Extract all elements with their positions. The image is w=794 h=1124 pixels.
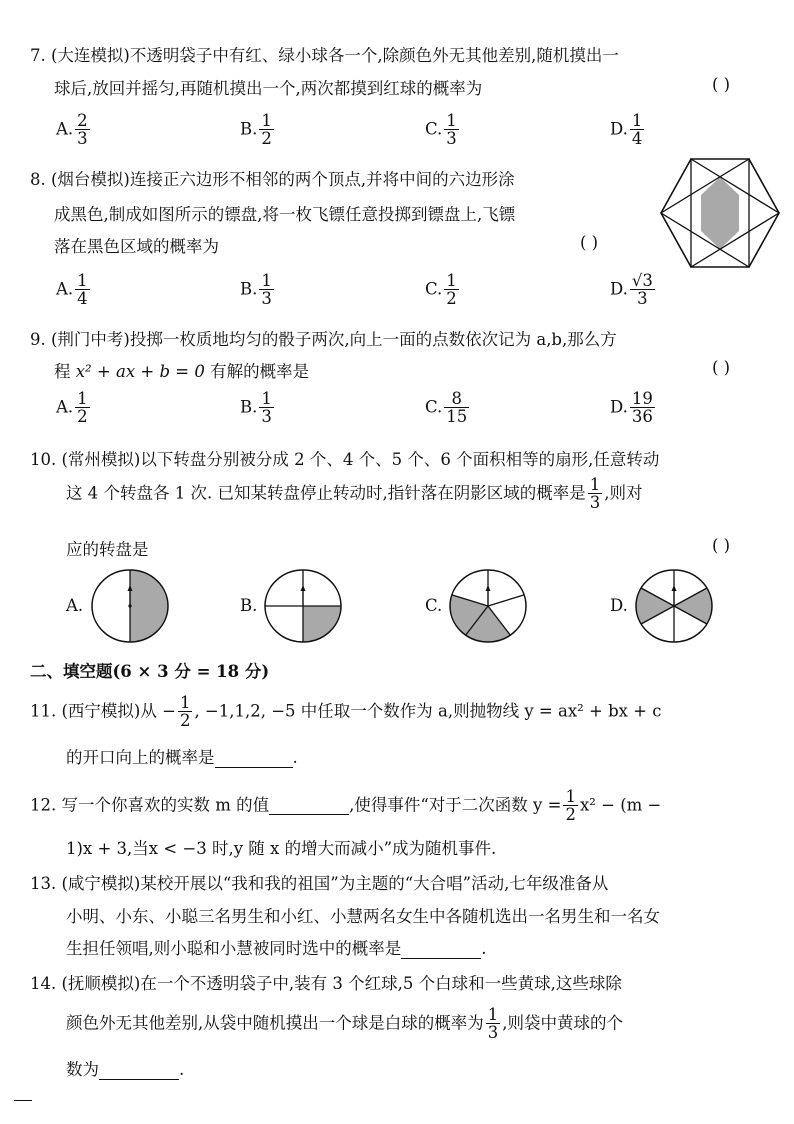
q10-option-c-label[interactable]: C.: [425, 596, 443, 615]
q10-option-b-label[interactable]: B.: [240, 596, 258, 615]
q12-line1: 12. 写一个你喜欢的实数 m 的值 ,使得事件“对于二次函数 y = $\frac{1}{2}$ x² − (m −: [30, 787, 662, 825]
q8-line2: 成黑色,制成如图所示的镖盘,将一枚飞镖任意投掷到镖盘上,飞镖: [54, 205, 516, 224]
q7-option-b[interactable]: B. $\frac{1}{2}$: [240, 111, 272, 149]
q12-line2: 1)x + 3,当x < −3 时,y 随 x 的增大而减小”成为随机事件.: [66, 839, 497, 858]
q7-option-a[interactable]: A. $\frac{2}{3}$: [56, 111, 88, 149]
q11-answer-blank[interactable]: [215, 748, 293, 768]
q14-line2: 颜色外无其他差别,从袋中随机摸出一个球是白球的概率为 $\frac{1}{3}$ ,则袋中黄球的个: [66, 1005, 623, 1043]
q8-answer-paren: ( ): [580, 233, 599, 252]
page-footer-mark: [14, 1100, 32, 1101]
q9-line1: 9. (荆门中考)投掷一枚质地均匀的骰子两次,向上一面的点数依次记为 a,b,那么方: [30, 330, 617, 349]
q7-option-d[interactable]: D. $\frac{1}{4}$: [610, 111, 643, 149]
q13-line1: 13. (咸宁模拟)某校开展以“我和我的祖国”为主题的“大合唱”活动,七年级准备从: [30, 874, 609, 893]
q14-answer-blank[interactable]: [99, 1060, 179, 1080]
hexagon-dartboard-figure: [655, 155, 785, 271]
q7-line2: 球后,放回并摇匀,再随机摸出一个,两次都摸到红球的概率为: [54, 79, 483, 98]
q9-line2: 程 x² + ax + b = 0 有解的概率是: [54, 362, 310, 381]
q9-answer-paren: ( ): [712, 358, 731, 377]
q8-line3: 落在黑色区域的概率为: [54, 237, 219, 256]
q14-line3: 数为 .: [66, 1060, 185, 1079]
q9-option-d[interactable]: D. $\frac{19}{36}$: [610, 389, 653, 427]
q10-line2: 这 4 个转盘各 1 次. 已知某转盘停止转动时,指针落在阴影区域的概率是 $\frac{1}{3}$ ,则对: [66, 475, 643, 513]
q14-line1: 14. (抚顺模拟)在一个不透明袋子中,装有 3 个红球,5 个白球和一些黄球,这些球除: [30, 974, 622, 993]
q11-line1: 11. (西宁模拟)从 − $\frac{1}{2}$ , −1,1,2, −5 中任取一个数作为 a,则抛物线 y = ax² + bx + c: [30, 693, 662, 731]
q8-option-c[interactable]: C. $\frac{1}{2}$: [425, 271, 457, 309]
section-heading-fill-in: 二、填空题(6 × 3 分 = 18 分): [30, 662, 270, 681]
q8-option-a[interactable]: A. $\frac{1}{4}$: [56, 271, 88, 309]
q7-line1: 7. (大连模拟)不透明袋子中有红、绿小球各一个,除颜色外无其他差别,随机摸出一: [30, 46, 619, 65]
spinner-a-two-sectors[interactable]: [90, 568, 170, 644]
q7-answer-paren: ( ): [712, 75, 731, 94]
spinner-d-six-sectors[interactable]: [634, 568, 714, 644]
q9-option-b[interactable]: B. $\frac{1}{3}$: [240, 389, 272, 427]
spinner-b-four-sectors[interactable]: [263, 568, 343, 644]
q8-option-b[interactable]: B. $\frac{1}{3}$: [240, 271, 272, 309]
q10-option-d-label[interactable]: D.: [610, 596, 628, 615]
q8-option-d[interactable]: D. $\frac{√3}{3}$: [610, 271, 653, 309]
q9-option-a[interactable]: A. $\frac{1}{2}$: [56, 389, 88, 427]
q9-option-c[interactable]: C. $\frac{8}{15}$: [425, 389, 468, 427]
q10-answer-paren: ( ): [712, 536, 731, 555]
q13-answer-blank[interactable]: [401, 939, 481, 959]
q10-option-a-label[interactable]: A.: [66, 596, 84, 615]
q10-line1: 10. (常州模拟)以下转盘分别被分成 2 个、4 个、5 个、6 个面积相等的扇形,任意转动: [30, 450, 660, 469]
q8-line1: 8. (烟台模拟)连接正六边形不相邻的两个顶点,并将中间的六边形涂: [30, 170, 515, 189]
q13-line2: 小明、小东、小聪三名男生和小红、小慧两名女生中各随机选出一名男生和一名女: [66, 907, 660, 926]
q13-line3: 生担任领唱,则小聪和小慧被同时选中的概率是 .: [66, 939, 487, 958]
q7-option-c[interactable]: C. $\frac{1}{3}$: [425, 111, 457, 149]
q10-line3: 应的转盘是: [66, 540, 149, 559]
spinner-c-five-sectors[interactable]: [448, 568, 528, 644]
q12-answer-blank[interactable]: [269, 795, 349, 815]
q11-line2: 的开口向上的概率是 .: [66, 748, 298, 767]
